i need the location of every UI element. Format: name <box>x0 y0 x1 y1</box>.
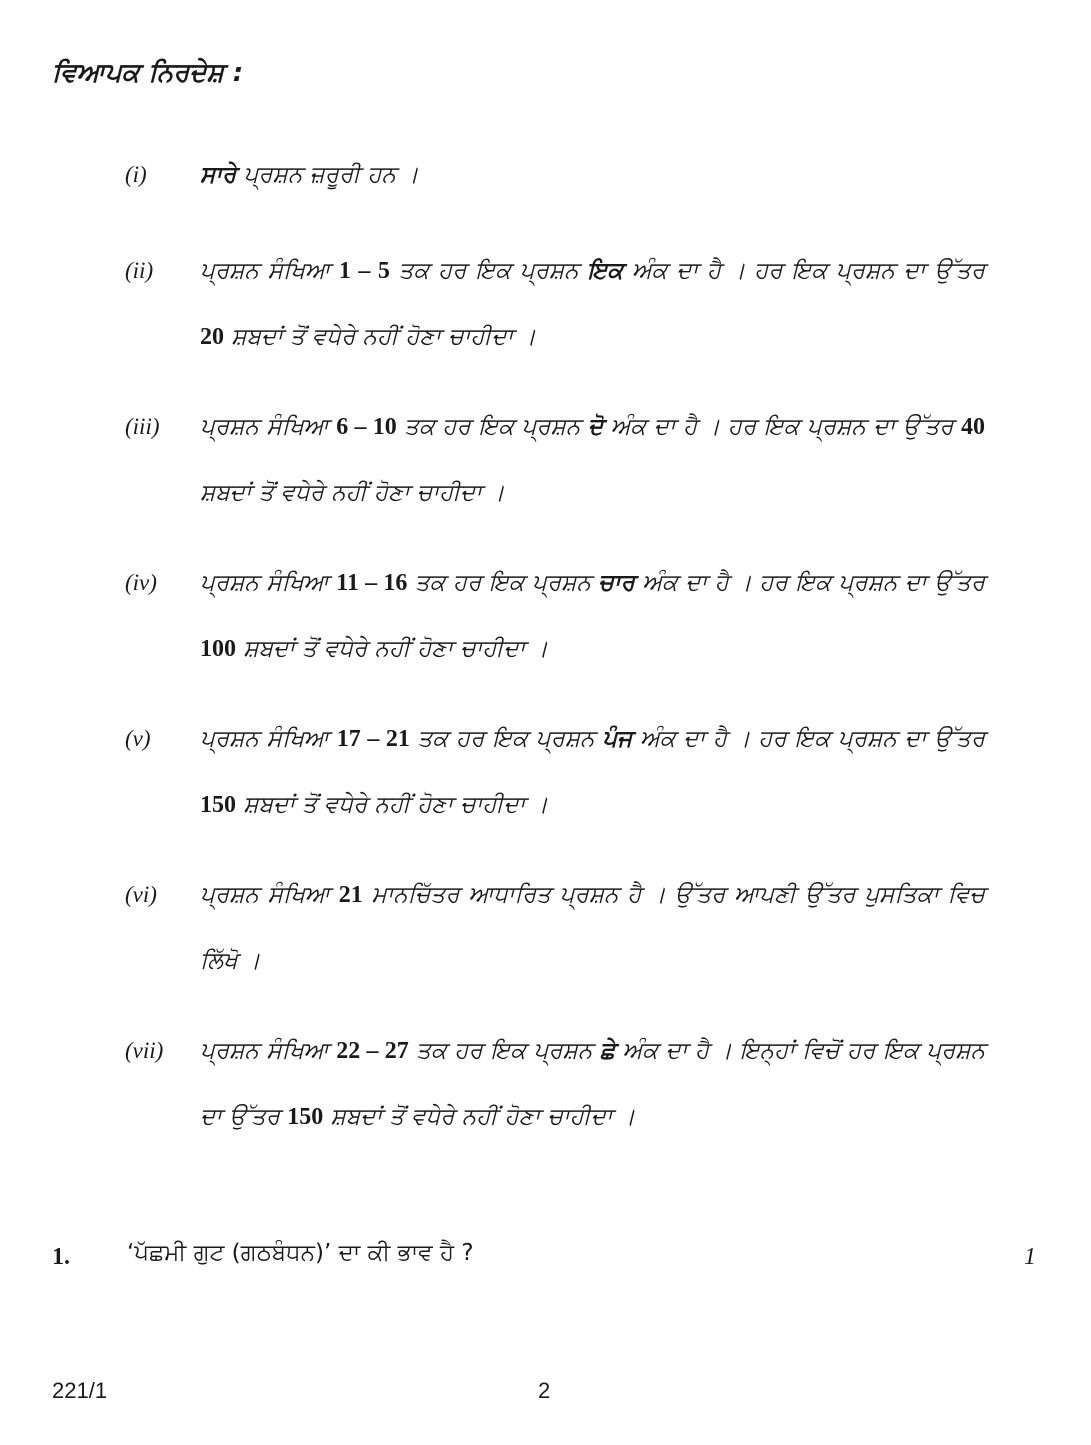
instruction-emphasis: ਛੇ <box>599 1038 615 1064</box>
instruction-text <box>200 862 985 994</box>
instruction-segment: ਪ੍ਰਸ਼ਨ ਸੰਖਿਆ <box>200 414 337 440</box>
instruction-number: 100 <box>200 636 236 662</box>
instruction-number: 40 <box>961 414 985 440</box>
instruction-segment: ਸ਼ਬਦਾਂ ਤੋਂ ਵਧੇਰੇ ਨਹੀਂ ਹੋਣਾ ਚਾਹੀਦਾ । <box>236 636 548 662</box>
instruction-roman-numeral: (vii) <box>125 1038 164 1063</box>
instruction-number: 150 <box>287 1104 324 1130</box>
instruction-segment: ਪ੍ਰਸ਼ਨ ਸੰਖਿਆ <box>200 726 337 752</box>
general-instructions-heading: ਵਿਆਪਕ ਨਿਰਦੇਸ਼ : <box>52 58 244 88</box>
page-number: 2 <box>538 1378 551 1403</box>
instruction-text <box>200 394 985 526</box>
instruction-number: 21 <box>338 882 363 908</box>
instruction-segment: ਅੰਕ ਦਾ ਹੈ । ਹਰ ਇਕ ਪ੍ਰਸ਼ਨ ਦਾ ਉੱਤਰ <box>623 258 986 284</box>
instruction-roman-numeral: (vi) <box>125 882 157 907</box>
instruction-segment: ਤਕ ਹਰ ਇਕ ਪ੍ਰਸ਼ਨ <box>408 1038 600 1064</box>
instruction-segment: ਸ਼ਬਦਾਂ ਤੋਂ ਵਧੇਰੇ ਨਹੀਂ ਹੋਣਾ ਚਾਹੀਦਾ । <box>224 324 536 350</box>
instruction-segment: ਅੰਕ ਦਾ ਹੈ । ਇਨ੍ਹਾਂ ਵਿਚੋਂ ਹਰ ਇਕ ਪ੍ਰਸ਼ਨ ਦਾ ਉੱਤਰ <box>200 1038 985 1130</box>
instruction-segment: ਸ਼ਬਦਾਂ ਤੋਂ ਵਧੇਰੇ ਨਹੀਂ ਹੋਣਾ ਚਾਹੀਦਾ । <box>323 1104 636 1130</box>
question-text: ‘ਪੱਛਮੀ ਗੁਟ (ਗਠਬੰਧਨ)’ ਦਾ ਕੀ ਭਾਵ ਹੈ ? <box>127 1240 474 1266</box>
instruction-number: 17 – 21 <box>336 726 410 752</box>
instruction-number: 11 – 16 <box>336 570 408 596</box>
instruction-segment: ਪ੍ਰਸ਼ਨ ਸੰਖਿਆ <box>200 570 337 596</box>
instruction-segment: ਤਕ ਹਰ ਇਕ ਪ੍ਰਸ਼ਨ <box>407 570 599 596</box>
instruction-segment: ਅੰਕ ਦਾ ਹੈ । ਹਰ ਇਕ ਪ੍ਰਸ਼ਨ ਦਾ ਉੱਤਰ <box>603 414 961 440</box>
instruction-roman-numeral: (i) <box>125 162 147 187</box>
instruction-segment: ਤਕ ਹਰ ਇਕ ਪ੍ਰਸ਼ਨ <box>409 726 603 752</box>
instruction-segment: ਪ੍ਰਸ਼ਨ ਸੰਖਿਆ <box>200 1038 337 1064</box>
instruction-number: 1 – 5 <box>338 258 390 284</box>
instruction-segment: ਮਾਨਚਿੱਤਰ ਆਧਾਰਿਤ ਪ੍ਰਸ਼ਨ ਹੈ । ਉੱਤਰ ਆਪਣੀ ਉੱਤਰ ਪੁਸਤਿਕਾ ਵਿਚ ਲਿੱਖੋ । <box>200 882 985 974</box>
instruction-roman-numeral: (v) <box>125 726 151 751</box>
instruction-text <box>200 1018 985 1150</box>
instruction-segment: ਸ਼ਬਦਾਂ ਤੋਂ ਵਧੇਰੇ ਨਹੀਂ ਹੋਣਾ ਚਾਹੀਦਾ । <box>236 792 548 818</box>
instruction-text <box>200 550 985 682</box>
instruction-emphasis: ਪੰਜ <box>602 726 633 752</box>
instruction-segment: ਸ਼ਬਦਾਂ ਤੋਂ ਵਧੇਰੇ ਨਹੀਂ ਹੋਣਾ ਚਾਹੀਦਾ । <box>200 480 505 506</box>
instruction-segment: ਤਕ ਹਰ ਇਕ ਪ੍ਰਸ਼ਨ <box>389 258 588 284</box>
instruction-segment: ਪ੍ਰਸ਼ਨ ਸੰਖਿਆ <box>200 882 339 908</box>
instruction-segment: ਤਕ ਹਰ ਇਕ ਪ੍ਰਸ਼ਨ <box>396 414 588 440</box>
instruction-text <box>200 142 985 208</box>
instruction-segment: ਪ੍ਰਸ਼ਨ ਸੰਖਿਆ <box>200 258 339 284</box>
instruction-emphasis: ਇਕ <box>587 258 624 284</box>
instruction-number: 6 – 10 <box>336 414 397 440</box>
instruction-segment: ਅੰਕ ਦਾ ਹੈ । ਹਰ ਇਕ ਪ੍ਰਸ਼ਨ ਦਾ ਉੱਤਰ <box>634 570 985 596</box>
instruction-number: 22 – 27 <box>336 1038 409 1064</box>
instruction-text <box>200 706 985 838</box>
instruction-segment: ਅੰਕ ਦਾ ਹੈ । ਹਰ ਇਕ ਪ੍ਰਸ਼ਨ ਦਾ ਉੱਤਰ <box>632 726 985 752</box>
instruction-emphasis: ਚਾਰ <box>598 570 635 596</box>
instruction-roman-numeral: (iv) <box>125 570 157 595</box>
question-number: 1. <box>52 1244 70 1270</box>
question-marks: 1 <box>1024 1244 1036 1270</box>
instruction-segment: ਪ੍ਰਸ਼ਨ ਜ਼ਰੂਰੀ ਹਨ । <box>236 162 419 188</box>
instruction-roman-numeral: (ii) <box>125 258 154 283</box>
instruction-roman-numeral: (iii) <box>125 414 160 439</box>
instruction-emphasis: ਸਾਰੇ <box>200 162 237 188</box>
instruction-number: 20 <box>200 324 224 350</box>
instruction-number: 150 <box>200 792 236 818</box>
instruction-text <box>200 238 985 370</box>
question-row <box>52 1240 1036 1276</box>
paper-code: 221/1 <box>52 1378 108 1403</box>
instruction-emphasis: ਦੋ <box>587 414 604 440</box>
